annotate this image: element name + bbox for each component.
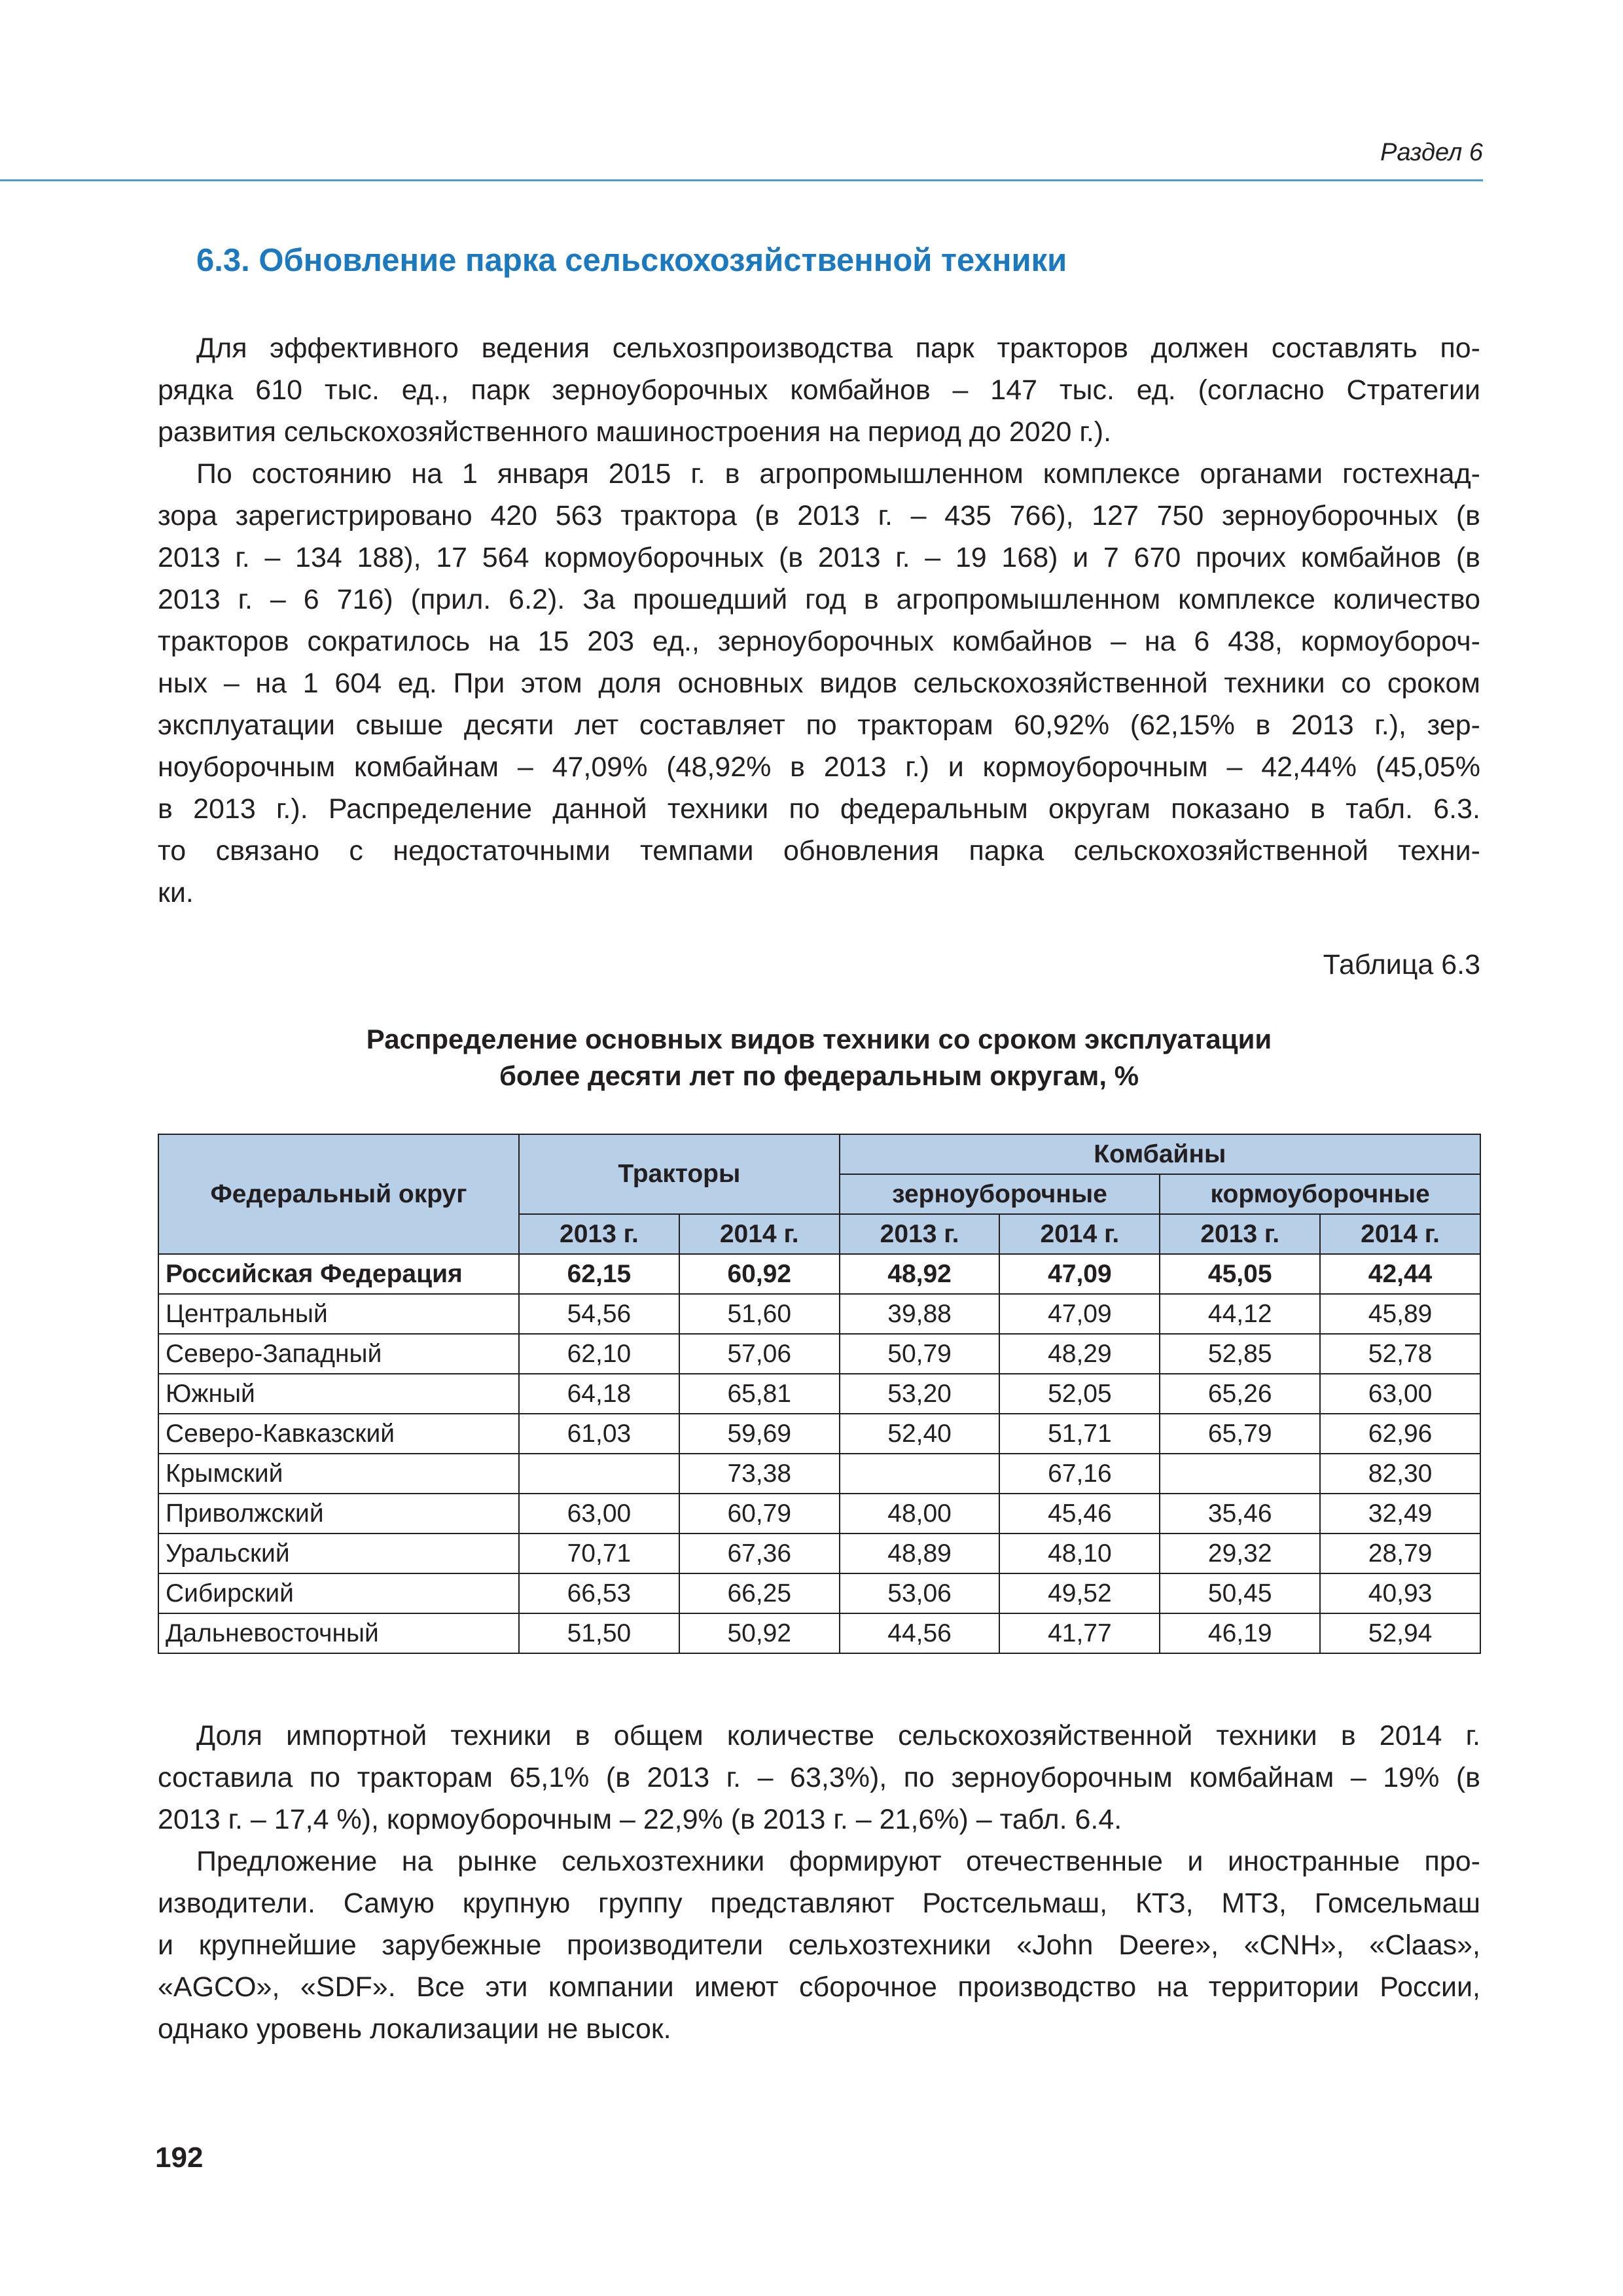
running-header: Раздел 6: [1380, 139, 1483, 166]
text-line: зора зарегистрировано 420 563 трактора (в 2013 г. – 435 766), 127 750 зерноуборочных (в: [158, 500, 1480, 531]
header-year: 2013 г.: [840, 1214, 1000, 1254]
value-cell: 65,26: [1160, 1374, 1320, 1414]
value-cell: 63,00: [519, 1494, 679, 1534]
text-line: составила по тракторам 65,1% (в 2013 г. – 63,3%), по зерноуборочным комбайнам – 19% (в: [158, 1762, 1480, 1793]
value-cell: 64,18: [519, 1374, 679, 1414]
value-cell: 52,05: [999, 1374, 1160, 1414]
text-line: Доля импортной техники в общем количестве сельскохозяйственной техники в 2014 г.: [196, 1720, 1480, 1751]
value-cell: 48,89: [840, 1534, 1000, 1573]
district-name: Уральский: [158, 1534, 519, 1573]
table-caption: Таблица 6.3: [1323, 949, 1480, 980]
value-cell: 51,50: [519, 1613, 679, 1653]
value-cell: 48,00: [840, 1494, 1000, 1534]
value-cell: 46,19: [1160, 1613, 1320, 1653]
value-cell: 65,79: [1160, 1414, 1320, 1454]
header-district: Федеральный округ: [158, 1134, 519, 1254]
value-cell: 49,52: [999, 1573, 1160, 1613]
body-text-top: [158, 327, 1480, 914]
value-cell: 51,71: [999, 1414, 1160, 1454]
value-cell: 45,05: [1160, 1254, 1320, 1294]
text-line: Предложение на рынке сельхозтехники формируют отечественные и иностранные про-: [196, 1846, 1480, 1877]
value-cell: 57,06: [679, 1334, 840, 1374]
district-name: Северо-Кавказский: [158, 1414, 519, 1454]
text-line: ноуборочным комбайнам – 47,09% (48,92% в 2013 г.) и кормоуборочным – 42,44% (45,05%: [158, 751, 1480, 783]
page-number: 192: [155, 2142, 204, 2174]
table-row: [158, 1254, 1480, 1294]
header-combines: Комбайны: [840, 1134, 1480, 1174]
header-forage: кормоуборочные: [1160, 1174, 1480, 1214]
district-name: Приволжский: [158, 1494, 519, 1534]
header-year: 2014 г.: [999, 1214, 1160, 1254]
value-cell: 51,60: [679, 1294, 840, 1334]
header-tractors: Тракторы: [519, 1134, 840, 1214]
value-cell: [1160, 1454, 1320, 1494]
value-cell: 52,94: [1320, 1613, 1480, 1653]
table-row: [158, 1534, 1480, 1573]
value-cell: 44,56: [840, 1613, 1000, 1653]
table-row: [158, 1294, 1480, 1334]
district-name: Дальневосточный: [158, 1613, 519, 1653]
text-line: 2013 г. – 6 716) (прил. 6.2). За прошедший год в агропромышленном комплексе количество: [158, 584, 1480, 615]
value-cell: 53,20: [840, 1374, 1000, 1414]
value-cell: 59,69: [679, 1414, 840, 1454]
value-cell: 73,38: [679, 1454, 840, 1494]
text-line: 2013 г. – 17,4 %), кормоуборочным – 22,9% (в 2013 г. – 21,6%) – табл. 6.4.: [158, 1804, 1122, 1835]
value-cell: 45,46: [999, 1494, 1160, 1534]
value-cell: 67,16: [999, 1454, 1160, 1494]
header-grain: зерноуборочные: [840, 1174, 1160, 1214]
header-year: 2013 г.: [519, 1214, 679, 1254]
text-line: однако уровень локализации не высок.: [158, 2013, 671, 2045]
text-line: в 2013 г.). Распределение данной техники по федеральным округам показано в табл. 6.3.: [158, 793, 1480, 825]
value-cell: 45,89: [1320, 1294, 1480, 1334]
header-year: 2014 г.: [679, 1214, 840, 1254]
district-name: Российская Федерация: [158, 1254, 519, 1294]
text-line: и крупнейшие зарубежные производители сельхозтехники «John Deere», «CNH», «Claas»,: [158, 1929, 1480, 1961]
district-name: Южный: [158, 1374, 519, 1414]
table-row: [158, 1334, 1480, 1374]
text-line: тракторов сократилось на 15 203 ед., зерноуборочных комбайнов – на 6 438, кормоубороч-: [158, 626, 1480, 657]
value-cell: 60,79: [679, 1494, 840, 1534]
district-name: Сибирский: [158, 1573, 519, 1613]
value-cell: 61,03: [519, 1414, 679, 1454]
value-cell: 44,12: [1160, 1294, 1320, 1334]
value-cell: [519, 1454, 679, 1494]
value-cell: 53,06: [840, 1573, 1000, 1613]
text-line: то связано с недостаточными темпами обновления парка сельскохозяйственной техни-: [158, 835, 1480, 867]
value-cell: 40,93: [1320, 1573, 1480, 1613]
value-cell: 47,09: [999, 1254, 1160, 1294]
table-title: [158, 1021, 1480, 1094]
value-cell: 65,81: [679, 1374, 840, 1414]
text-line: развития сельскохозяйственного машиностроения на период до 2020 г.).: [158, 416, 1112, 448]
value-cell: 32,49: [1320, 1494, 1480, 1534]
value-cell: 52,78: [1320, 1334, 1480, 1374]
value-cell: 50,79: [840, 1334, 1000, 1374]
body-text-bottom: [158, 1715, 1480, 2050]
value-cell: 39,88: [840, 1294, 1000, 1334]
value-cell: 60,92: [679, 1254, 840, 1294]
value-cell: 70,71: [519, 1534, 679, 1573]
value-cell: 48,29: [999, 1334, 1160, 1374]
table-row: [158, 1414, 1480, 1454]
value-cell: 35,46: [1160, 1494, 1320, 1534]
value-cell: 54,56: [519, 1294, 679, 1334]
table-row: [158, 1573, 1480, 1613]
text-line: «AGCO», «SDF». Все эти компании имеют сборочное производство на территории России,: [158, 1971, 1480, 2003]
text-line: Для эффективного ведения сельхозпроизводства парк тракторов должен составлять по-: [196, 332, 1480, 364]
value-cell: 82,30: [1320, 1454, 1480, 1494]
value-cell: [840, 1454, 1000, 1494]
value-cell: 62,96: [1320, 1414, 1480, 1454]
header-rule: [0, 179, 1483, 181]
text-line: ки.: [158, 877, 194, 908]
table-title-line: Распределение основных видов техники со сроком эксплуатации: [366, 1024, 1272, 1054]
value-cell: 52,40: [840, 1414, 1000, 1454]
data-table: [158, 1134, 1481, 1654]
value-cell: 67,36: [679, 1534, 840, 1573]
table-row: [158, 1613, 1480, 1653]
section-heading: 6.3. Обновление парка сельскохозяйственной техники: [196, 243, 1067, 278]
text-line: изводители. Самую крупную группу представляют Ростсельмаш, КТЗ, МТЗ, Гомсельмаш: [158, 1888, 1480, 1919]
text-line: По состоянию на 1 января 2015 г. в агропромышленном комплексе органами гостехнад-: [196, 458, 1480, 490]
value-cell: 29,32: [1160, 1534, 1320, 1573]
value-cell: 52,85: [1160, 1334, 1320, 1374]
text-line: 2013 г. – 134 188), 17 564 кормоуборочных (в 2013 г. – 19 168) и 7 670 прочих комбайнов (в: [158, 542, 1480, 573]
header-year: 2014 г.: [1320, 1214, 1480, 1254]
value-cell: 48,10: [999, 1534, 1160, 1573]
district-name: Крымский: [158, 1454, 519, 1494]
table-row: [158, 1494, 1480, 1534]
text-line: эксплуатации свыше десяти лет составляет по тракторам 60,92% (62,15% в 2013 г.), зер-: [158, 709, 1480, 741]
district-name: Северо-Западный: [158, 1334, 519, 1374]
value-cell: 50,45: [1160, 1573, 1320, 1613]
value-cell: 62,10: [519, 1334, 679, 1374]
table-row: [158, 1374, 1480, 1414]
table-row: [158, 1454, 1480, 1494]
text-line: рядка 610 тыс. ед., парк зерноуборочных комбайнов – 147 тыс. ед. (согласно Стратегии: [158, 374, 1480, 406]
text-line: ных – на 1 604 ед. При этом доля основных видов сельскохозяйственной техники со сроком: [158, 668, 1480, 699]
value-cell: 50,92: [679, 1613, 840, 1653]
district-name: Центральный: [158, 1294, 519, 1334]
value-cell: 28,79: [1320, 1534, 1480, 1573]
value-cell: 66,25: [679, 1573, 840, 1613]
value-cell: 47,09: [999, 1294, 1160, 1334]
table-title-line: более десяти лет по федеральным округам, %: [499, 1060, 1139, 1091]
value-cell: 41,77: [999, 1613, 1160, 1653]
value-cell: 66,53: [519, 1573, 679, 1613]
value-cell: 63,00: [1320, 1374, 1480, 1414]
value-cell: 62,15: [519, 1254, 679, 1294]
value-cell: 48,92: [840, 1254, 1000, 1294]
header-year: 2013 г.: [1160, 1214, 1320, 1254]
value-cell: 42,44: [1320, 1254, 1480, 1294]
